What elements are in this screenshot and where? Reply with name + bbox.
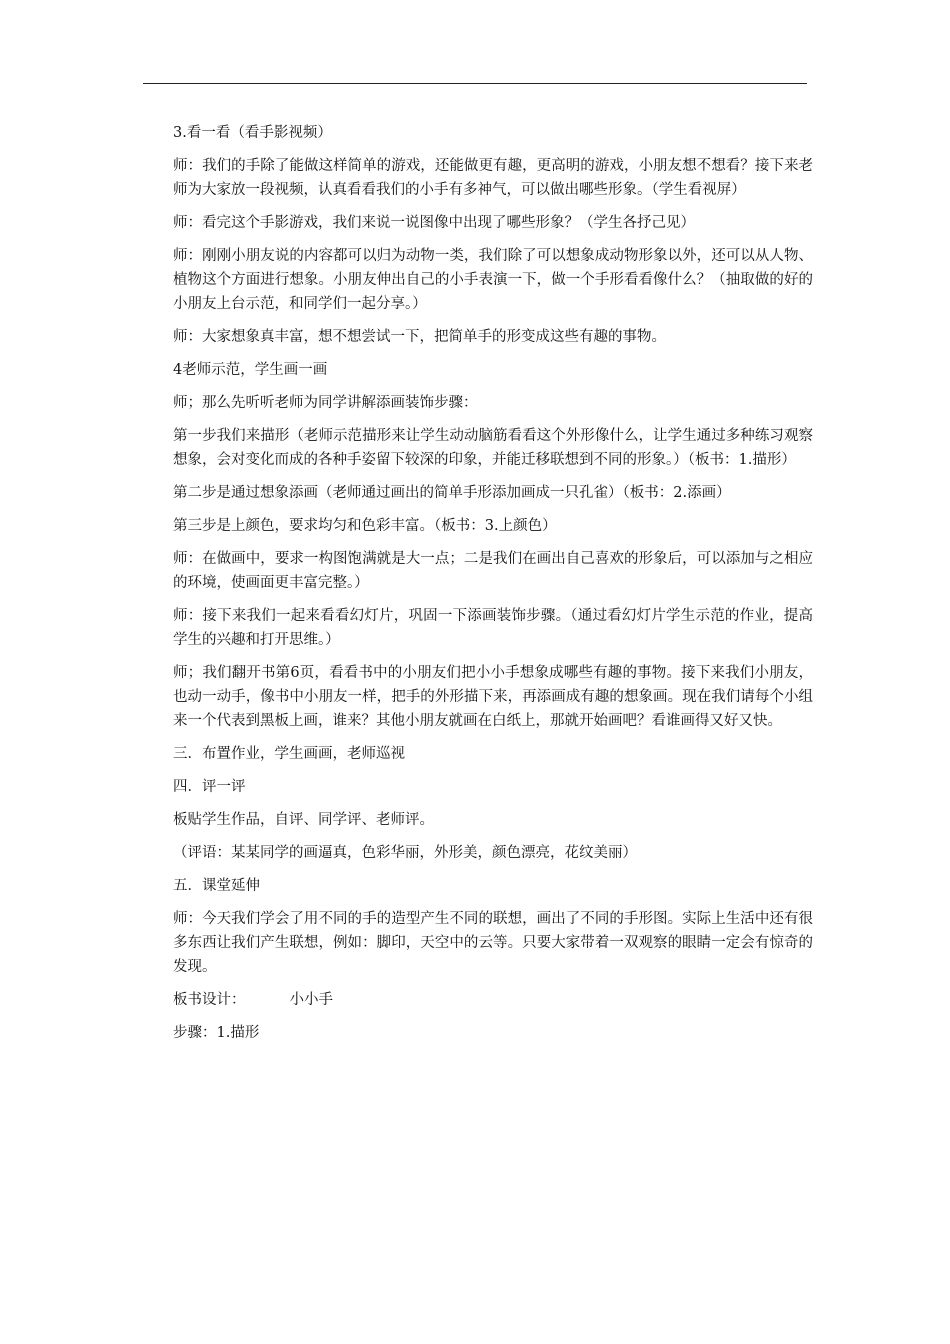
paragraph: 板贴学生作品，自评、同学评、老师评。 [173, 812, 434, 828]
section-heading: 五．课堂延伸 [173, 878, 260, 894]
paragraph: 师：我们的手除了能做这样简单的游戏，还能做更有趣，更高明的游戏，小朋友想不想看？接下来老师为大家放一段视频，认真看看我们的小手有多神气，可以做出哪些形象。（学生看视屏） [173, 158, 813, 198]
steps-line: 步骤：1.描形 [173, 1025, 260, 1041]
board-design-label: 板书设计： [173, 992, 246, 1008]
section-heading: 三．布置作业，学生画画，老师巡视 [173, 746, 405, 762]
paragraph: 师：今天我们学会了用不同的手的造型产生不同的联想，画出了不同的手形图。实际上生活中还有很多东西让我们产生联想，例如：脚印，天空中的云等。只要大家带着一双观察的眼睛一定会有惊奇的发现。 [173, 911, 813, 975]
header-rule [143, 83, 807, 84]
paragraph: 师；我们翻开书第6页，看看书中的小朋友们把小小手想象成哪些有趣的事物。接下来我们小朋友，也动一动手，像书中小朋友一样，把手的外形描下来，再添画成有趣的想象画。现在我们请每个小组来一个代表到黑板上画，谁来？其他小朋友就画在白纸上，那就开始画吧？看谁画得又好又快。 [173, 665, 813, 729]
paragraph: 师；那么先听听老师为同学讲解添画装饰步骤： [173, 395, 478, 411]
board-design-line [173, 988, 813, 1012]
paragraph: 师：接下来我们一起来看看幻灯片，巩固一下添画装饰步骤。（通过看幻灯片学生示范的作业，提高学生的兴趣和打开思维。） [173, 608, 813, 648]
section-4-heading: 4老师示范，学生画一画 [173, 362, 328, 378]
section-heading: 四．评一评 [173, 779, 246, 795]
section-3-heading: 3.看一看（看手影视频） [173, 125, 332, 141]
document-body [173, 121, 813, 1054]
board-design-title: 小小手 [289, 992, 333, 1008]
paragraph: 师：看完这个手影游戏，我们来说一说图像中出现了哪些形象？（学生各抒己见） [173, 215, 695, 231]
paragraph: 师：刚刚小朋友说的内容都可以归为动物一类，我们除了可以想象成动物形象以外，还可以从人物、植物这个方面进行想象。小朋友伸出自己的小手表演一下，做一个手形看看像什么？（抽取做的好的小朋友上台示范，和同学们一起分享。） [173, 248, 813, 312]
paragraph: （评语：某某同学的画逼真，色彩华丽，外形美，颜色漂亮，花纹美丽） [173, 845, 637, 861]
step-3-paragraph: 第三步是上颜色，要求均匀和色彩丰富。（板书：3.上颜色） [173, 518, 557, 534]
step-1-paragraph: 第一步我们来描形（老师示范描形来让学生动动脑筋看看这个外形像什么，让学生通过多种练习观察想象，会对变化而成的各种手姿留下较深的印象，并能迁移联想到不同的形象。）（板书：1.描形） [173, 428, 813, 468]
paragraph: 师：在做画中，要求一构图饱满就是大一点；二是我们在画出自己喜欢的形象后，可以添加与之相应的环境，使画面更丰富完整。） [173, 551, 813, 591]
paragraph: 师：大家想象真丰富，想不想尝试一下，把简单手的形变成这些有趣的事物。 [173, 329, 666, 345]
step-2-paragraph: 第二步是通过想象添画（老师通过画出的简单手形添加画成一只孔雀）（板书：2.添画） [173, 485, 731, 501]
